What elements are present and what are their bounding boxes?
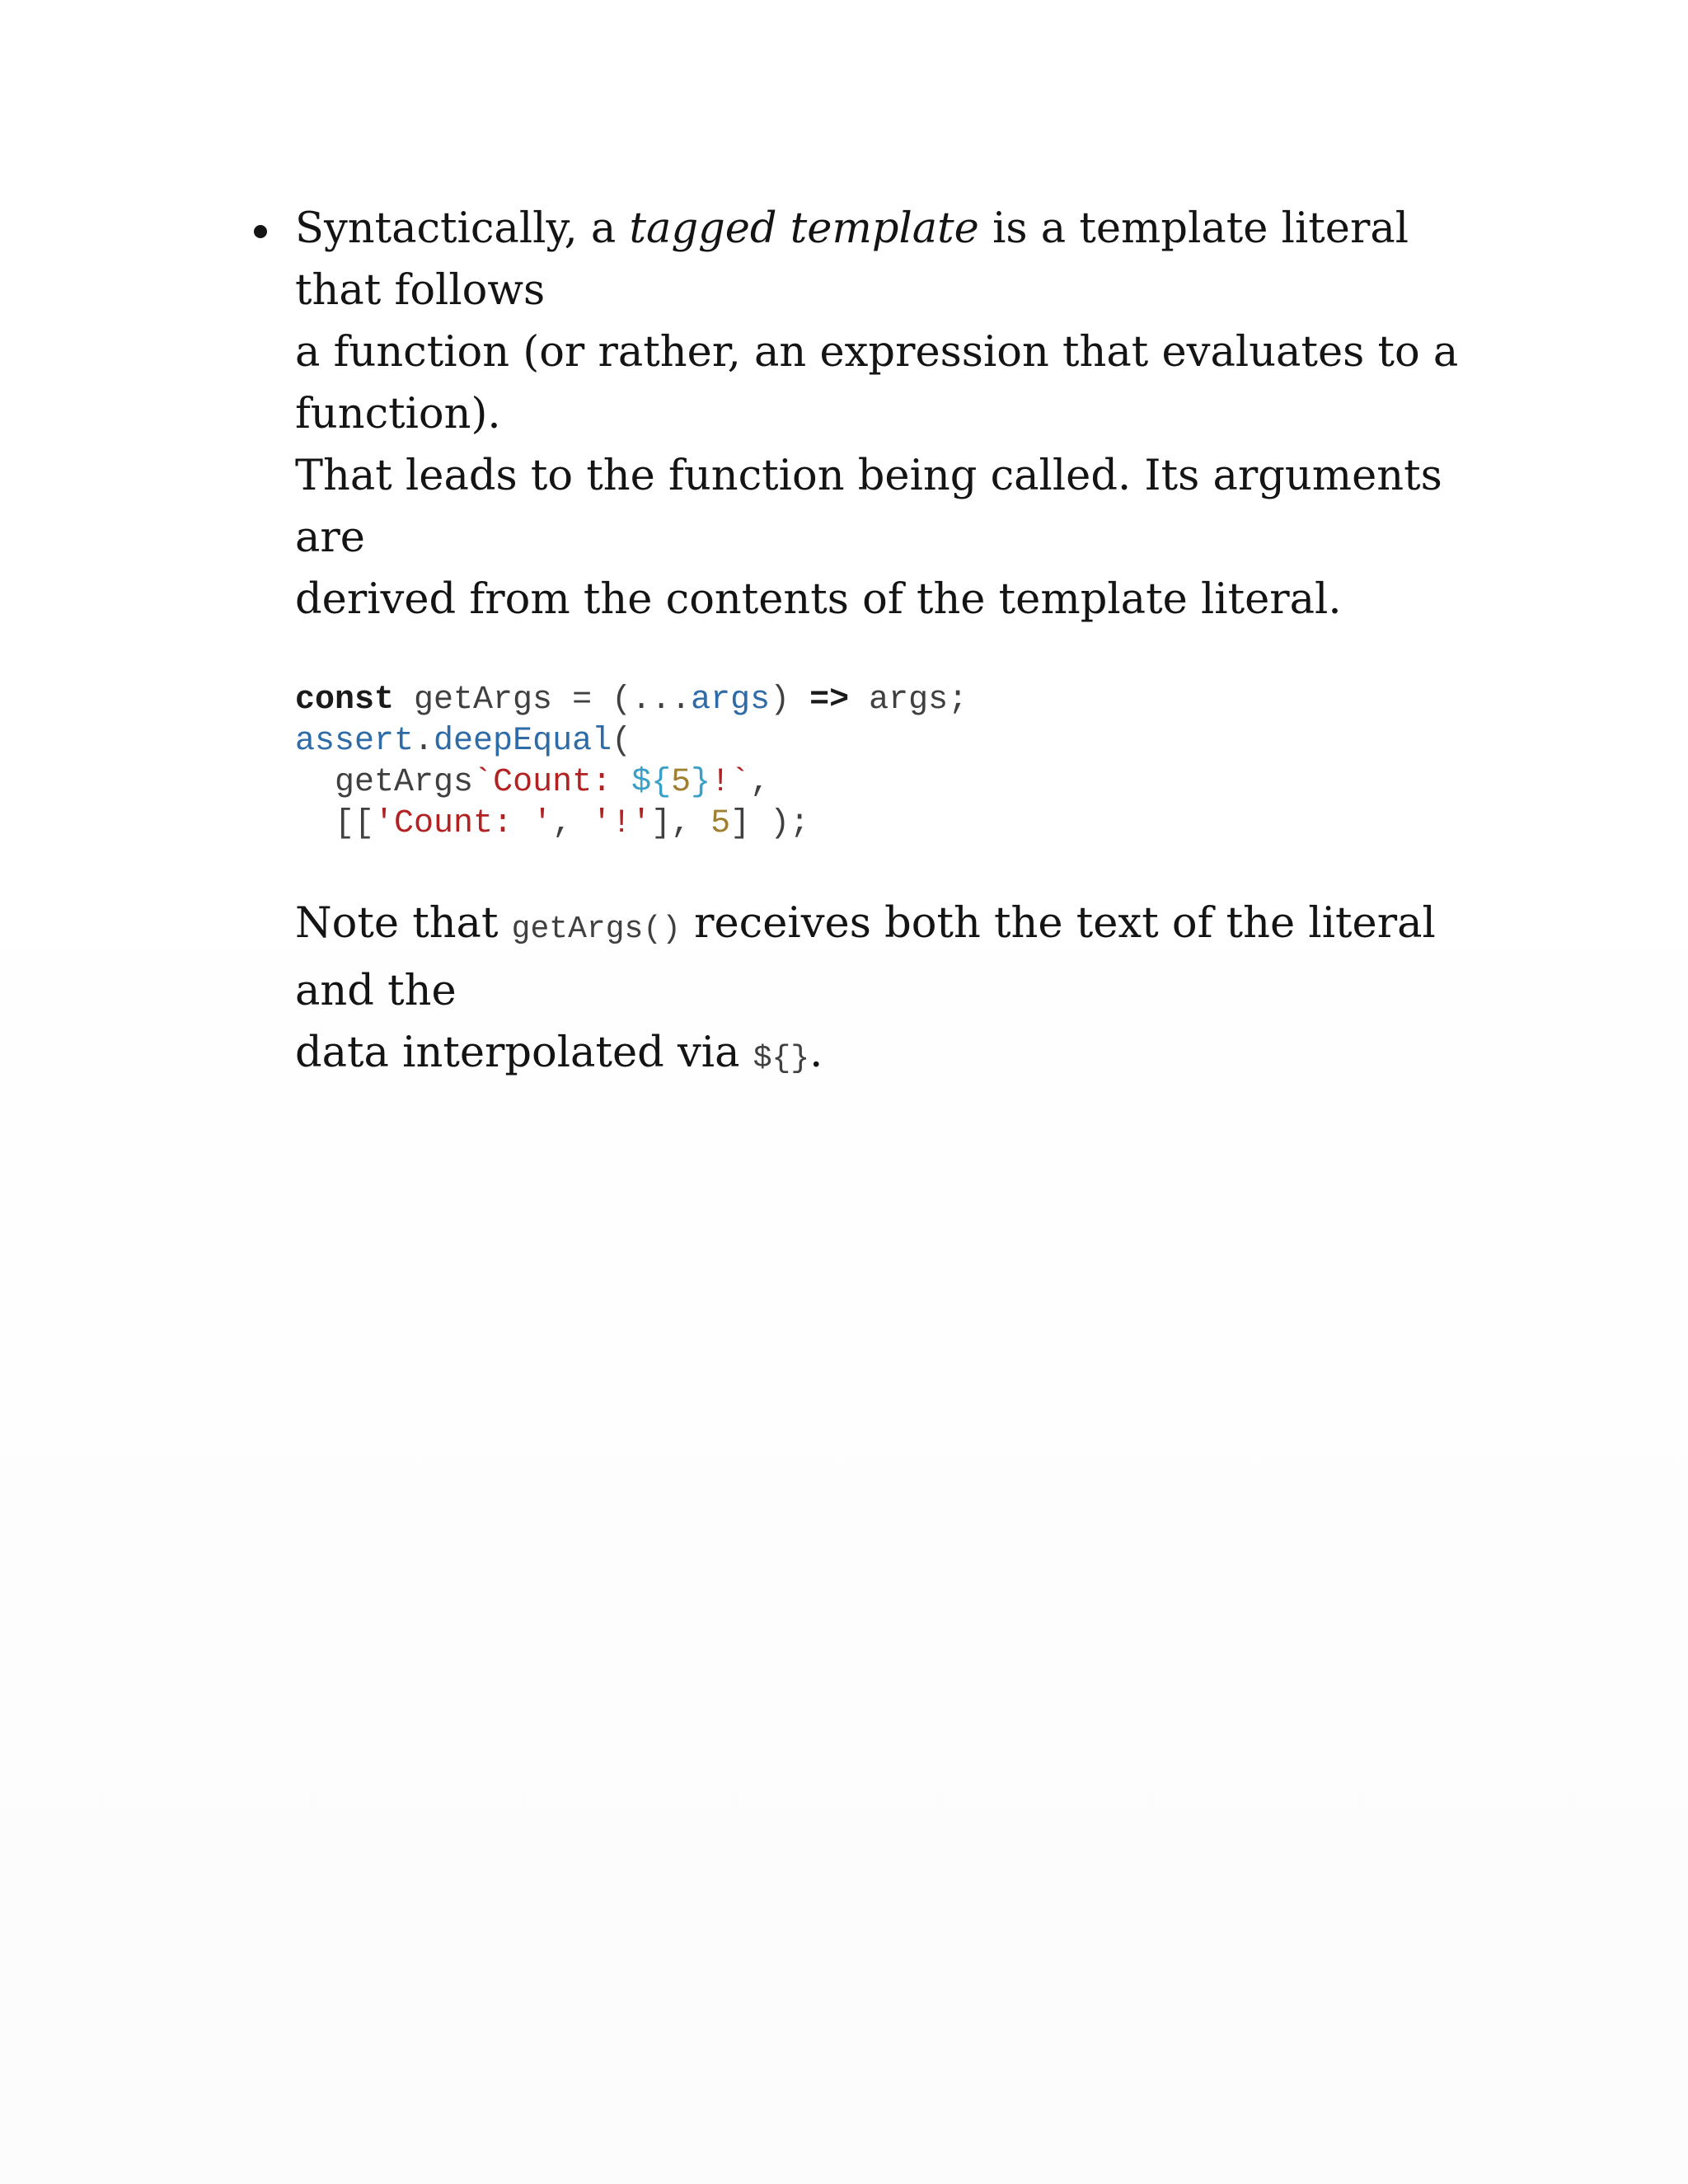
code-backtick: ` — [473, 764, 494, 801]
code-number: 5 — [671, 764, 692, 801]
inline-code-interpolation: ${} — [753, 1041, 810, 1076]
tagged-template-term: tagged template — [629, 204, 979, 253]
code-line-1 — [295, 680, 1490, 721]
code-text: getArgs — [295, 764, 474, 801]
code-text: getArgs = (... — [394, 682, 692, 719]
code-keyword-const: const — [295, 682, 395, 719]
code-arrow-operator: => — [809, 682, 850, 719]
code-text: [[ — [295, 805, 375, 842]
code-interp-close: } — [691, 764, 711, 801]
note-paragraph — [295, 893, 1490, 1090]
code-number: 5 — [710, 805, 731, 842]
code-text: args; — [849, 682, 968, 719]
code-text: ] ); — [730, 805, 810, 842]
bullet-line2: a function (or rather, an expression that evaluates to a function). — [295, 328, 1459, 438]
code-block — [295, 680, 1490, 845]
note-text: Note that — [295, 899, 512, 948]
document-body — [295, 198, 1490, 1090]
note-text: receives both the text of the literal and the — [295, 899, 1436, 1015]
code-template-text: Count: — [493, 764, 632, 801]
bullet-line3: That leads to the function being called. Its arguments are — [295, 452, 1442, 562]
code-template-text: ! — [710, 764, 731, 801]
code-line-4 — [295, 804, 1490, 845]
code-text: ) — [770, 682, 810, 719]
bullet-list-item — [295, 198, 1490, 1090]
code-object-assert: assert — [295, 723, 415, 760]
code-text: . — [414, 723, 434, 760]
code-text: ( — [612, 723, 632, 760]
note-text: data interpolated via — [295, 1029, 753, 1077]
bullet-icon — [254, 225, 267, 238]
code-line-2 — [295, 721, 1490, 762]
code-line-3 — [295, 762, 1490, 804]
code-text: , — [552, 805, 593, 842]
note-text: . — [809, 1029, 823, 1077]
code-string: '!' — [592, 805, 652, 842]
bullet-intro-text: Syntactically, a — [295, 204, 630, 253]
code-interp-open: ${ — [631, 764, 672, 801]
bullet-line4: derived from the contents of the template literal. — [295, 575, 1342, 624]
code-param-args: args — [691, 682, 771, 719]
code-string: 'Count: ' — [374, 805, 553, 842]
code-text: ], — [651, 805, 711, 842]
bullet-line1-rest: is a template literal that follows — [295, 204, 1409, 315]
code-method-deepequal: deepEqual — [434, 723, 612, 760]
code-text: , — [750, 764, 771, 801]
code-backtick: ` — [730, 764, 751, 801]
bullet-paragraph — [295, 198, 1490, 630]
inline-code-getargs: getArgs() — [511, 912, 681, 947]
